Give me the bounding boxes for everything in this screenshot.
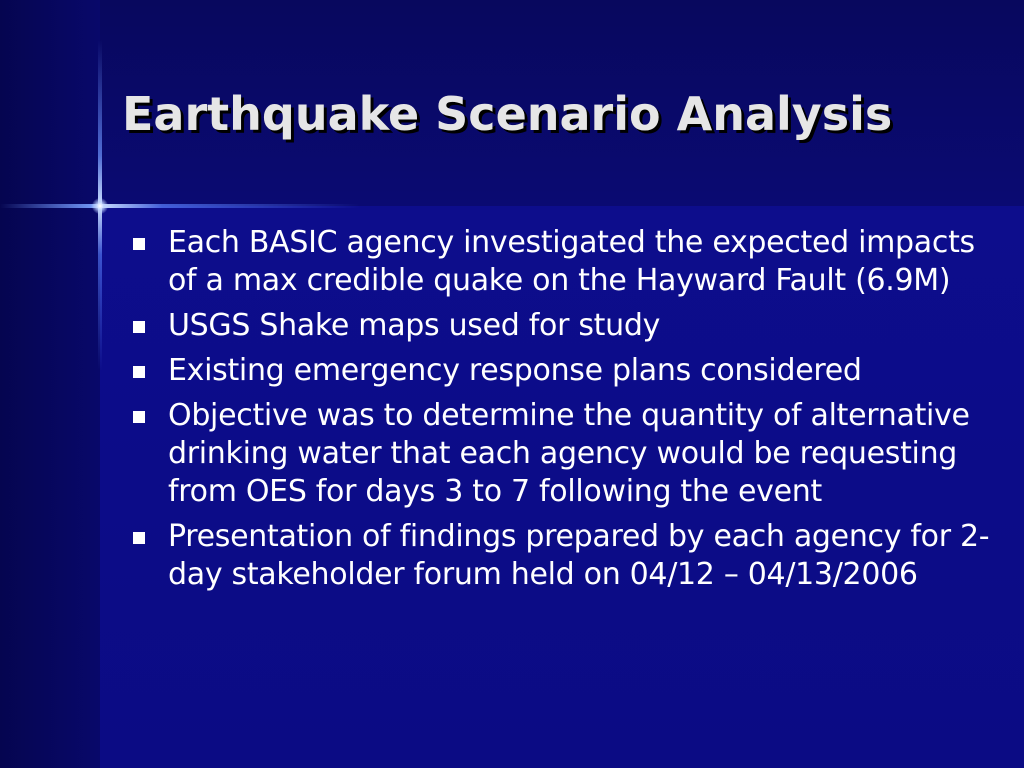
square-bullet-icon bbox=[133, 411, 145, 423]
square-bullet-icon bbox=[133, 238, 145, 250]
bullet-text: Presentation of findings prepared by each agency for 2-day stakeholder forum held on 04/12 – 04/13/2006 bbox=[168, 519, 990, 592]
bullet-text: USGS Shake maps used for study bbox=[168, 308, 661, 343]
left-band-decoration bbox=[0, 0, 100, 768]
bullet-item bbox=[130, 224, 1010, 300]
bullet-item bbox=[130, 397, 1010, 511]
horizontal-glow-line bbox=[0, 204, 360, 208]
bullet-item bbox=[130, 352, 1010, 390]
bullet-text: Existing emergency response plans considered bbox=[168, 353, 862, 388]
bullet-item bbox=[130, 518, 1010, 594]
square-bullet-icon bbox=[133, 532, 145, 544]
square-bullet-icon bbox=[133, 321, 145, 333]
bullet-item bbox=[130, 307, 1010, 345]
square-bullet-icon bbox=[133, 366, 145, 378]
bullet-text: Objective was to determine the quantity of alternative drinking water that each agency would be requesting from OES for days 3 to 7 following the event bbox=[168, 398, 970, 509]
slide-title: Earthquake Scenario Analysis bbox=[122, 87, 893, 141]
bullet-text: Each BASIC agency investigated the expected impacts of a max credible quake on the Hayward Fault (6.9M) bbox=[168, 225, 975, 298]
bullet-list bbox=[130, 224, 1010, 601]
sparkle-icon bbox=[92, 198, 108, 214]
